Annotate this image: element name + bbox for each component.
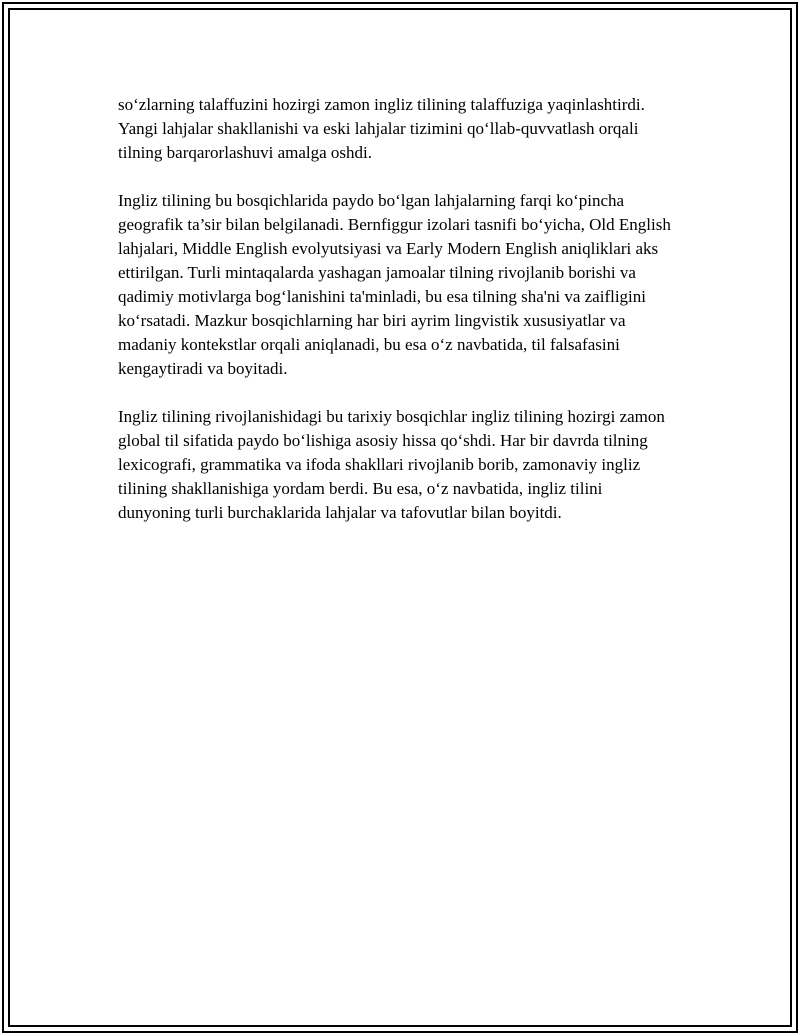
paragraph-3: Ingliz tilining rivojlanishidagi bu tarixiy bosqichlar ingliz tilining hozirgi zamon global til sifatida paydo bo‘lishiga asosiy hissa qo‘shdi. Har bir davrda tilning lexicografi, grammatika va ifoda shakllari rivojlanib borib, zamonaviy ingliz tilining shakllanishiga yordam berdi. Bu esa, o‘z navbatida, ingliz tilini dunyoning turli burchaklarida lahjalar va tafovutlar bilan boyitdi.: [118, 407, 665, 522]
paragraph-2: Ingliz tilining bu bosqichlarida paydo bo‘lgan lahjalarning farqi ko‘pincha geografik ta’sir bilan belgilanadi. Bernfiggur izolari tasnifi bo‘yicha, Old English lahjalari, Middle English evolyutsiyasi va Early Modern English aniqliklari aks ettirilgan. Turli mintaqalarda yashagan jamoalar tilning rivojlanib borishi va qadimiy motivlarga bog‘lanishini ta'minladi, bu esa tilning sha'ni va zaifligini ko‘rsatadi. Mazkur bosqichlarning har biri ayrim lingvistik xususiyatlar va madaniy kontekstlar orqali aniqlanadi, bu esa o‘z navbatida, til falsafasini kengaytiradi va boyitadi.: [118, 191, 671, 378]
document-body: [118, 93, 678, 549]
paragraph-1: so‘zlarning talaffuzini hozirgi zamon ingliz tilining talaffuziga yaqinlashtirdi. Yangi lahjalar shakllanishi va eski lahjalar tizimini qo‘llab-quvvatlash orqali tilning barqarorlashuvi amalga oshdi.: [118, 95, 645, 162]
